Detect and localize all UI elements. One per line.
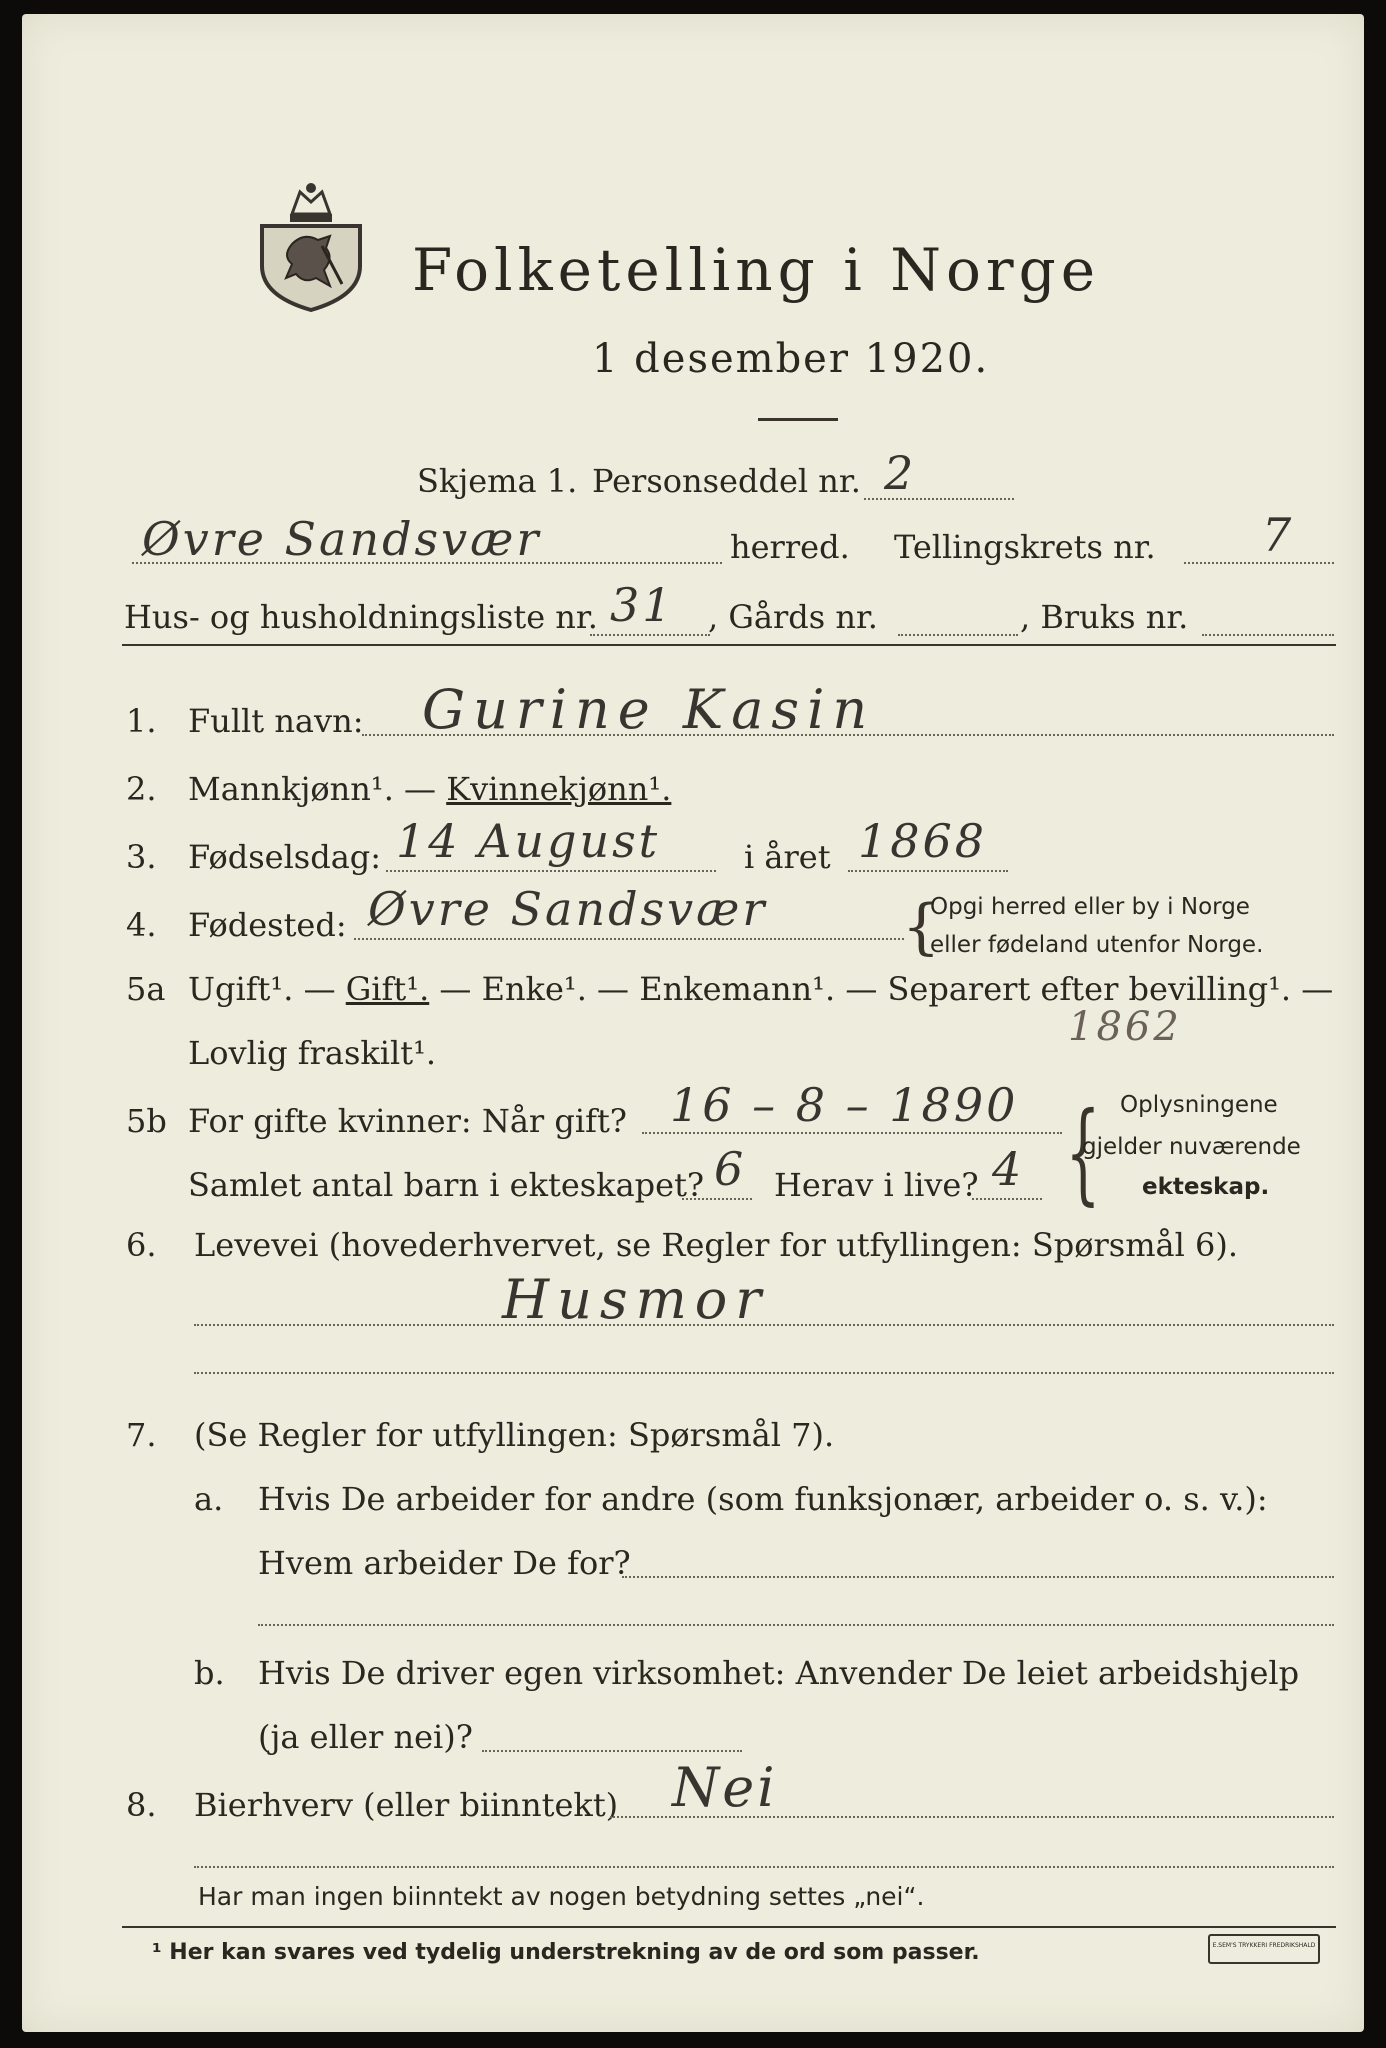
- census-date: 1 desember 1920.: [592, 336, 990, 382]
- margin-note: 1862: [1068, 1004, 1182, 1050]
- personseddel-label: Personseddel nr.: [592, 462, 861, 500]
- marriage-note-line3: ekteskap.: [1142, 1174, 1270, 1200]
- q5a-number: 5a: [126, 970, 166, 1008]
- side-income-value: Nei: [672, 1756, 778, 1819]
- full-name-value: Gurine Kasin: [422, 678, 876, 741]
- q7b-letter: b.: [194, 1654, 225, 1692]
- bruks-label: , Bruks nr.: [1020, 598, 1189, 636]
- norway-coat-of-arms-icon: [252, 174, 370, 314]
- census-form-page: Folketelling i Norge 1 desember 1920. Skjema 1. Personseddel nr. 2 Øvre Sandsvær herred. Tellingskrets nr. 7 Hus- og husholdningsliste nr. 31 , Gårds nr. , Bruks nr. 1. Fullt navn: Gurine Kasin 2. Mannkjønn¹. — Kvinnekjønn¹. 3. Fødselsdag: 14 August i året 1868 4. Fødested: Øvre Sandsvær { Opgi herred eller by i Norge eller fødeland utenfor Norge. 5a Ugift¹. — Gift¹. — Enke¹. — Enkemann¹. — Separert efter bevilling¹. — Lovlig fraskilt¹. 1862 5b For gifte kvinner: Når gift? 16 – 8 – 1890 Samlet antal barn i ekteskapet? 6 Herav i live? 4 { Oplysningene gjelder nuværende ekteskap. 6. Levevei (hovederhvervet, se Regler for utfyllingen: Spørsmål 6). Husmor 7. (Se Regler for utfyllingen: Spørsmål 7). a. Hvis De arbeider for andre (som funksjonær, arbeider o. s. v.): Hvem arbeider De for? b. Hvis De driver egen virksomhet: Anvender De leiet arbeidshjelp (ja eller nei)? 8. Bierhverv (eller biinntekt) Nei Har man ingen biinntekt av nogen betydning settes „nei“. ¹ Her kan svares ved tydelig understrekning av de ord som passer. E.SEM'S TRYKKERI FREDRIKSHALD: [22, 14, 1364, 2032]
- occupation-value: Husmor: [502, 1268, 770, 1331]
- sex-separator: —: [393, 770, 447, 808]
- q8-number: 8.: [126, 1786, 157, 1824]
- birthplace-note-line2: eller fødeland utenfor Norge.: [930, 932, 1264, 958]
- marriage-note-line2: gjelder nuværende: [1082, 1134, 1301, 1160]
- birthplace-label: Fødested:: [188, 906, 347, 944]
- q7a-label: Hvis De arbeider for andre (som funksjonær, arbeider o. s. v.):: [258, 1480, 1268, 1518]
- herred-value: Øvre Sandsvær: [142, 512, 542, 566]
- q5b-number: 5b: [126, 1102, 167, 1140]
- hus-value: 31: [610, 578, 675, 632]
- sex-male: Mannkjønn¹.: [188, 770, 394, 808]
- employer-label: Hvem arbeider De for?: [258, 1544, 631, 1582]
- q7-label: (Se Regler for utfyllingen: Spørsmål 7).: [194, 1416, 835, 1454]
- side-income-note: Har man ingen biinntekt av nogen betydning settes „nei“.: [198, 1882, 925, 1911]
- full-name-label: Fullt navn:: [188, 702, 364, 740]
- married-date-label: For gifte kvinner: Når gift?: [188, 1102, 627, 1140]
- q7b-label: Hvis De driver egen virksomhet: Anvender De leiet arbeidshjelp: [258, 1654, 1300, 1692]
- birth-year-label: i året: [744, 838, 831, 876]
- married-date-value: 16 – 8 – 1890: [670, 1078, 1019, 1132]
- sex-female-selected: Kvinnekjønn¹.: [446, 770, 672, 808]
- q7a-letter: a.: [194, 1480, 224, 1518]
- birthplace-note-line1: Opgi herred eller by i Norge: [930, 894, 1250, 920]
- birthplace-value: Øvre Sandsvær: [368, 882, 768, 936]
- hired-help-label: (ja eller nei)?: [258, 1718, 473, 1756]
- title-divider: [758, 418, 838, 421]
- birthday-label: Fødselsdag:: [188, 838, 382, 876]
- marital-ugift: Ugift¹.: [188, 970, 294, 1008]
- printer-stamp-text: E.SEM'S TRYKKERI FREDRIKSHALD: [1212, 1942, 1316, 1949]
- q3-number: 3.: [126, 838, 157, 876]
- header-divider: [122, 644, 1336, 646]
- schema-label: Skjema 1.: [417, 462, 578, 500]
- footer-divider: [122, 1926, 1336, 1928]
- marital-other-options: — Enke¹. — Enkemann¹. — Separert efter bevilling¹. —: [429, 970, 1334, 1008]
- q6-number: 6.: [126, 1226, 157, 1264]
- personseddel-value: 2: [884, 446, 917, 500]
- birthday-value: 14 August: [396, 814, 661, 868]
- q1-number: 1.: [126, 702, 157, 740]
- gards-label: , Gårds nr.: [708, 598, 878, 636]
- tellingskrets-label: Tellingskrets nr.: [894, 528, 1156, 566]
- marital-gift-selected: Gift¹.: [345, 970, 430, 1008]
- occupation-label: Levevei (hovederhvervet, se Regler for utfyllingen: Spørsmål 6).: [194, 1226, 1239, 1264]
- marital-separator: —: [293, 970, 346, 1008]
- q7-number: 7.: [126, 1416, 157, 1454]
- marriage-note-line1: Oplysningene: [1120, 1092, 1278, 1118]
- sex-options: [188, 770, 671, 808]
- children-count-value: 6: [714, 1142, 747, 1196]
- printer-stamp: [1208, 1934, 1320, 1964]
- children-alive-label: Herav i live?: [774, 1166, 979, 1204]
- side-income-label: Bierhverv (eller biinntekt): [194, 1786, 619, 1824]
- marital-status-options: [188, 970, 1333, 1008]
- tellingskrets-value: 7: [1262, 508, 1295, 562]
- marital-lovlig-fraskilt: Lovlig fraskilt¹.: [188, 1034, 437, 1072]
- footnote: ¹ Her kan svares ved tydelig understrekning av de ord som passer.: [152, 1940, 980, 1965]
- children-count-label: Samlet antal barn i ekteskapet?: [188, 1166, 705, 1204]
- q4-number: 4.: [126, 906, 157, 944]
- q2-number: 2.: [126, 770, 157, 808]
- birth-year-value: 1868: [858, 814, 988, 868]
- children-alive-value: 4: [992, 1142, 1025, 1196]
- form-title: Folketelling i Norge: [412, 236, 1101, 304]
- hus-label: Hus- og husholdningsliste nr.: [124, 598, 598, 636]
- herred-label: herred.: [730, 528, 850, 566]
